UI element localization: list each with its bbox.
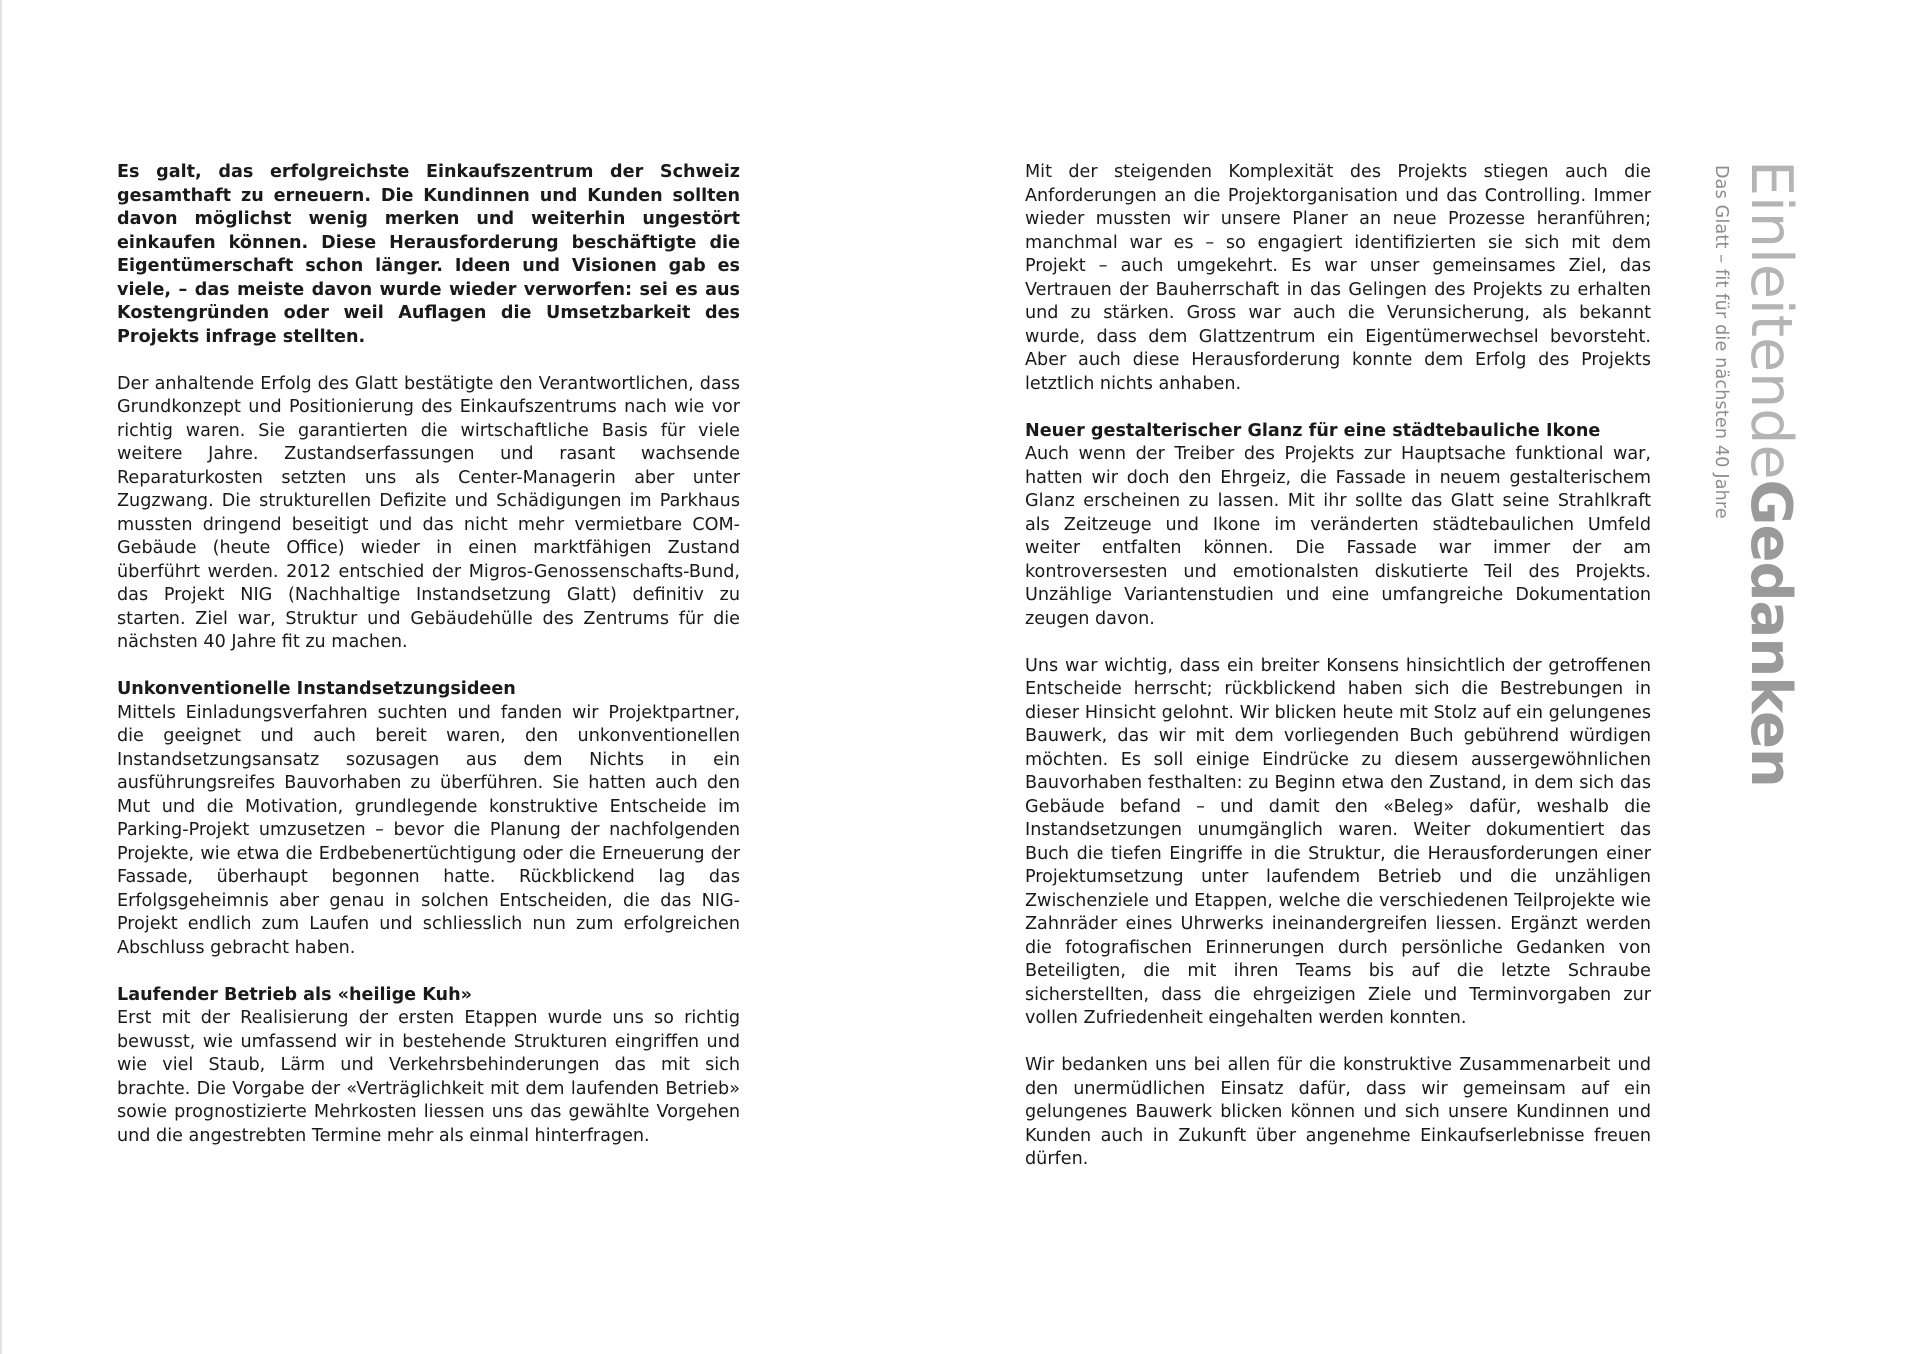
right-text-column xyxy=(1025,161,1651,1195)
section-heading: Laufender Betrieb als «heilige Kuh» xyxy=(117,984,472,1005)
left-text-column xyxy=(117,161,740,1172)
chapter-title-light: Einleitende xyxy=(1738,160,1804,480)
body-paragraph: Auch wenn der Treiber des Projekts zur Hauptsache funktional war, hatten wir doch den Ehrgeiz, die Fassade in neuem gestalterischem Glanz erscheinen zu lassen. Mit ihr sollte das Glatt seine Strahlkraft als Zeitzeuge und Ikone im veränderten städtebaulichen Umfeld weiter entfalten können. Die Fassade war immer der am kontroversesten und emotionalsten diskutierte Teil des Projekts. Unzählige Variantenstudien und eine umfangreiche Dokumentation zeugen davon. xyxy=(1025,444,1651,629)
section-block xyxy=(1025,420,1651,632)
chapter-title-bold: Gedanken xyxy=(1738,479,1803,787)
lead-paragraph: Es galt, das erfolgreichste Einkaufszentrum der Schweiz gesamthaft zu erneuern. Die Kundinnen und Kunden sollten davon möglichst wenig merken und weiterhin ungestört einkaufen können. Diese Herausforderung beschäftigte die Eigentümerschaft schon länger. Ideen und Visionen gab es viele, – das meiste davon wurde wieder verworfen: sei es aus Kostengründen oder weil Auflagen die Umsetzbarkeit des Projekts infrage stellten. xyxy=(117,162,740,347)
chapter-title-text xyxy=(1738,160,1803,787)
body-paragraph: Mit der steigenden Komplexität des Projekts stiegen auch die Anforderungen an die Projektorganisation und das Controlling. Immer wieder mussten wir unsere Planer an neue Prozesse heranführen; manchmal war es – so engagiert identifizierten sie sich mit dem Projekt – auch umgekehrt. Es war unser gemeinsames Ziel, das Vertrauen der Bauherrschaft in das Gelingen des Projekts zu erhalten und zu stärken. Gross war auch die Verunsicherung, als bekannt wurde, dass dem Glattzentrum ein Eigentümerwechsel bevorsteht. Aber auch diese Herausforderung konnte dem Erfolg des Projekts letztlich nichts anhaben. xyxy=(1025,162,1651,394)
vertical-subtitle xyxy=(1709,165,1733,545)
subtitle-text: Das Glatt – fit für die nächsten 40 Jahre xyxy=(1711,165,1731,519)
body-paragraph: Uns war wichtig, dass ein breiter Konsens hinsichtlich der getroffenen Entscheide herrscht; rückblickend haben sich die Bestrebungen in dieser Hinsicht gelohnt. Wir blicken heute mit Stolz auf ein gelungenes Bauwerk, das wir mit dem vorliegenden Buch gebührend würdigen möchten. Es soll einige Eindrücke zu diesem aussergewöhnlichen Bauvorhaben festhalten: zu Beginn etwa den Zustand, in dem sich das Gebäude befand – und damit den «Beleg» dafür, weshalb die Instandsetzungen unumgänglich waren. Weiter dokumentiert das Buch die tiefen Eingriffe in die Struktur, die Herausforderungen einer Projektumsetzung unter laufendem Betrieb und die unzähligen Zwischenziele und Etappen, welche die verschiedenen Teilprojekte wie Zahnräder eines Uhrwerks ineinandergreifen liessen. Ergänzt werden die fotografischen Erinnerungen durch persönliche Gedanken von Beteiligten, die mit ihren Teams bis auf die letzte Schraube sicherstellten, dass die ehrgeizigen Ziele und Terminvorgaben zur vollen Zufriedenheit eingehalten werden konnten. xyxy=(1025,655,1651,1028)
section-block xyxy=(117,984,740,1149)
body-paragraph: Mittels Einladungsverfahren suchten und fanden wir Projektpartner, die geeignet und auch bereit waren, den unkonventionellen Instandsetzungsansatz sozusagen aus dem Nichts in ein ausführungsreifes Bauvorhaben zu überführen. Sie hatten auch den Mut und die Motivation, grundlegende konstruktive Entscheide im Parking-Projekt umzusetzen – bevor die Planung der nachfolgenden Projekte, wie etwa die Erdbebenertüchtigung oder die Erneuerung der Fassade, überhaupt begonnen hatte. Rückblickend lag das Erfolgsgeheimnis aber genau in solchen Entscheiden, die das NIG-Projekt endlich zum Laufen und schliesslich nun zum erfolgreichen Abschluss gebracht haben. xyxy=(117,702,740,958)
section-heading: Neuer gestalterischer Glanz für eine städtebauliche Ikone xyxy=(1025,420,1601,441)
body-paragraph: Wir bedanken uns bei allen für die konstruktive Zusammenarbeit und den unermüdlichen Einsatz dafür, dass wir gemeinsam auf ein gelungenes Bauwerk blicken können und sich unsere Kundinnen und Kunden auch in Zukunft über angenehme Einkaufserlebnisse freuen dürfen. xyxy=(1025,1055,1651,1169)
section-heading: Unkonventionelle Instandsetzungsideen xyxy=(117,679,516,699)
body-paragraph: Der anhaltende Erfolg des Glatt bestätigte den Verantwortlichen, dass Grundkonzept und Positionierung des Einkaufszentrums nach wie vor richtig waren. Sie garantierten die wirtschaftliche Basis für viele weitere Jahre. Zustandserfassungen und rasant wachsende Reparaturkosten setzten uns als Center-Managerin aber unter Zugzwang. Die strukturellen Defizite und Schädigungen im Parkhaus mussten dringend beseitigt und das nicht mehr vermietbare COM-Gebäude (heute Office) wieder in einen marktfähigen Zustand überführt werden. 2012 entschied der Migros-Genossenschafts-Bund, das Projekt NIG (Nachhaltige Instandsetzung Glatt) definitiv zu starten. Ziel war, Struktur und Gebäudehülle des Zentrums für die nächsten 40 Jahre fit zu machen. xyxy=(117,373,740,652)
vertical-chapter-title xyxy=(1739,160,1803,910)
body-paragraph: Erst mit der Realisierung der ersten Etappen wurde uns so richtig bewusst, wie umfassend wir in bestehende Strukturen eingriffen und wie viel Staub, Lärm und Verkehrsbehinderungen das mit sich brachte. Die Vorgabe der «Verträglichkeit mit dem laufenden Betrieb» sowie prognostizierte Mehrkosten liessen uns das gewählte Vorgehen und die angestrebten Termine mehr als einmal hinterfragen. xyxy=(117,1008,740,1146)
section-block xyxy=(117,678,740,960)
page-spread-edge xyxy=(0,0,3,1354)
